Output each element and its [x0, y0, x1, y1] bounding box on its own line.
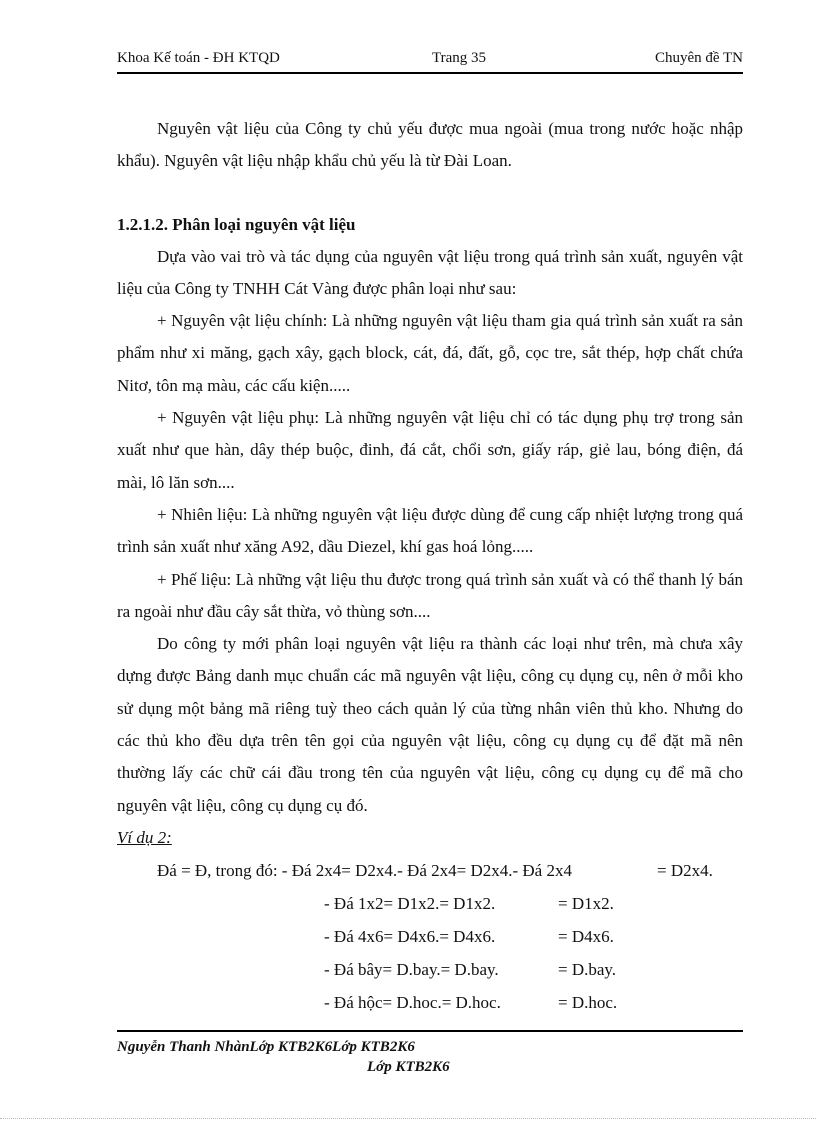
example-line: [117, 920, 743, 953]
paragraph-scrap: + Phế liệu: Là những vật liệu thu được trong quá trình sản xuất và có thể thanh lý bán ra ngoài như đầu cây sắt thừa, vỏ thùng sơn....: [117, 569, 743, 621]
example-code-text: - Đá 4x6= D4x6.= D4x6.: [324, 927, 496, 947]
paragraph-auxiliary-materials: + Nguyên vật liệu phụ: Là những nguyên vật liệu chỉ có tác dụng phụ trợ trong sản xuất như que hàn, dây thép buộc, đinh, đá cắt, chổi sơn, giấy ráp, giẻ lau, bóng điện, đá mài, lô lăn sơn....: [117, 408, 743, 492]
example-code-result: = D.hoc.: [558, 993, 618, 1013]
page-footer: [117, 1037, 450, 1077]
page-header: [117, 48, 743, 70]
example-line: [117, 986, 743, 1019]
paragraph-coding: Do công ty mới phân loại nguyên vật liệu ra thành các loại như trên, mà chưa xây dựng được Bảng danh mục chuẩn các mã nguyên vật liệu, công cụ dụng cụ, nên ở mỗi kho sử dụng một bảng mã riêng tuỳ theo cách quản lý của từng nhân viên thủ kho. Nhưng do các thủ kho đều dựa trên tên gọi của nguyên vật liệu, công cụ dụng cụ để đặt mã nên thường lấy các chữ cái đầu trong tên của nguyên vật liệu, công cụ dụng cụ để mã cho nguyên vật liệu, công cụ dụng cụ đó.: [117, 634, 743, 815]
header-page-number: Trang 35: [432, 50, 487, 66]
intro-paragraph: Nguyên vật liệu của Công ty chủ yếu được mua ngoài (mua trong nước hoặc nhập khẩu). Nguyên vật liệu nhập khẩu chủ yếu là từ Đài Loan.: [117, 119, 743, 171]
page-bottom-dotted-line: [0, 1118, 816, 1119]
paragraph-main-materials: + Nguyên vật liệu chính: Là những nguyên vật liệu tham gia quá trình sản xuất ra sản phẩm như xi măng, gạch xây, gạch block, cát, đá, đất, gỗ, cọc tre, sắt thép, hợp chất chứa Nitơ, tôn mạ màu, các cấu kiện.....: [117, 311, 743, 395]
example-code-result: = D.bay.: [558, 960, 617, 980]
header-faculty: Khoa Kế toán - ĐH KTQD: [117, 50, 280, 66]
footer-divider: [117, 1030, 743, 1032]
example-line: [117, 854, 743, 887]
example-code-text: - Đá 1x2= D1x2.= D1x2.: [324, 894, 496, 914]
footer-class: Lớp KTB2K6: [367, 1059, 450, 1075]
footer-author: Nguyễn Thanh NhànLớp KTB2K6Lớp KTB2K6: [117, 1039, 415, 1055]
document-body: [117, 113, 743, 1019]
example-code-result: = D2x4.: [657, 861, 713, 881]
header-topic: Chuyên đề TN: [654, 50, 743, 66]
paragraph-classification: Dựa vào vai trò và tác dụng của nguyên vật liệu trong quá trình sản xuất, nguyên vật liệu của Công ty TNHH Cát Vàng được phân loại như sau:: [117, 246, 743, 298]
example-code-result: = D4x6.: [558, 927, 614, 947]
example-block: [117, 854, 743, 1019]
example-code-text: Đá = Đ, trong đó: - Đá 2x4= D2x4.- Đá 2x4= D2x4.- Đá 2x4: [157, 861, 572, 881]
example-code-text: - Đá bây= D.bay.= D.bay.: [324, 960, 499, 980]
section-title: 1.2.1.2. Phân loại nguyên vật liệu: [117, 214, 356, 234]
example-line: [117, 887, 743, 920]
example-code-result: = D1x2.: [558, 894, 614, 914]
header-divider: [117, 72, 743, 74]
example-code-text: - Đá hộc= D.hoc.= D.hoc.: [324, 993, 501, 1013]
paragraph-fuel: + Nhiên liệu: Là những nguyên vật liệu được dùng để cung cấp nhiệt lượng trong quá trình sản xuất như xăng A92, dầu Diezel, khí gas hoá lỏng.....: [117, 504, 743, 557]
example-line: [117, 953, 743, 986]
example-label: Ví dụ 2:: [117, 827, 172, 847]
